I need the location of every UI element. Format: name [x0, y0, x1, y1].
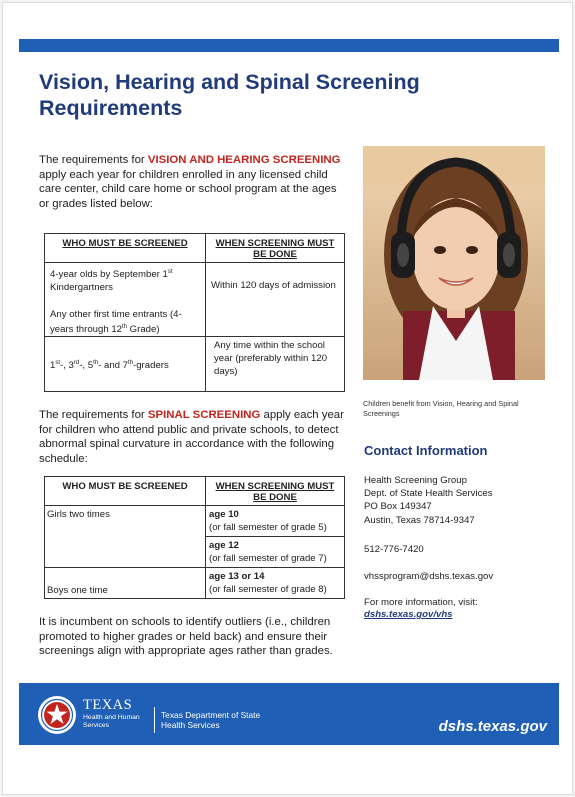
- spinal-entry: age 12 (or fall semester of grade 7): [209, 540, 327, 564]
- page-title: Vision, Hearing and Spinal Screening Requirements: [39, 70, 420, 120]
- grades-cell: 1st-, 3rd-, 5th- and 7th-graders: [50, 359, 169, 371]
- spinal-header-who: WHO MUST BE SCREENED: [45, 477, 206, 506]
- table-row: [45, 337, 345, 392]
- contact-dept: Dept. of State Health Services: [364, 488, 493, 500]
- document-page: [2, 2, 573, 795]
- first-time-entrants-text: Any other first time entrants (4-years through 12th Grade): [50, 309, 182, 336]
- boys-cell: Boys one time: [45, 568, 206, 599]
- dshs-vhs-link[interactable]: dshs.texas.gov/vhs: [364, 609, 453, 620]
- column-header-when: WHEN SCREENING MUST BE DONE: [206, 234, 345, 263]
- texas-hhs-seal-icon: [37, 695, 77, 735]
- contact-email[interactable]: vhssprogram@dshs.texas.gov: [364, 571, 494, 582]
- school-year-timing: Any time within the school year (preferably within 120 days): [214, 340, 328, 378]
- spinal-header-when: WHEN SCREENING MUST BE DONE: [206, 477, 345, 506]
- footer-banner: [19, 683, 559, 745]
- entrants-cell: [45, 263, 205, 336]
- contact-pobox: PO Box 149347: [364, 501, 432, 513]
- kindergartners-text: 4-year olds by September 1st Kindergartners: [50, 269, 173, 294]
- table-row: [45, 263, 345, 337]
- spinal-table: [44, 476, 345, 599]
- hhs-name: Health and Human Services: [83, 714, 140, 729]
- dshs-name: Texas Department of State Health Services: [161, 710, 261, 731]
- spinal-intro: The requirements for SPINAL SCREENING apply each year for children who attend public and private schools, to detect abnormal spinal curvature in accordance with the following schedule:: [39, 409, 344, 465]
- more-info-text: For more information, visit:: [364, 597, 478, 608]
- spinal-entry: age 10 (or fall semester of grade 5): [209, 509, 327, 533]
- spinal-entry: age 13 or 14 (or fall semester of grade 8): [209, 571, 327, 595]
- contact-phone: 512-776-7420: [364, 544, 424, 555]
- contact-heading: Contact Information: [364, 443, 488, 458]
- contact-org: Health Screening Group: [364, 475, 467, 486]
- admission-timing: Within 120 days of admission: [211, 280, 336, 291]
- table-row: [45, 506, 345, 537]
- contact-city: Austin, Texas 78714-9347: [364, 514, 475, 526]
- column-header-who: WHO MUST BE SCREENED: [45, 234, 206, 263]
- contact-address: [364, 474, 493, 527]
- child-headphones-photo: [363, 146, 545, 380]
- texas-wordmark: TEXAS: [83, 697, 133, 713]
- vision-hearing-table: [44, 233, 345, 392]
- top-accent-bar: [19, 39, 559, 52]
- footer-url[interactable]: dshs.texas.gov: [438, 718, 547, 735]
- girls-cell: Girls two times: [45, 506, 206, 568]
- table-row: [45, 568, 345, 599]
- footer-divider: [154, 707, 155, 733]
- photo-caption: Children benefit from Vision, Hearing and Spinal Screenings: [363, 399, 519, 418]
- vision-hearing-intro: The requirements for VISION AND HEARING SCREENING apply each year for children enrolled in any licensed child care center, child care home or school program at the ages or grades listed below:: [39, 154, 341, 210]
- outliers-note: It is incumbent on schools to identify outliers (i.e., children promoted to higher grades or held back) and ensure their screenings align with appropriate ages rather than grades.: [39, 616, 333, 658]
